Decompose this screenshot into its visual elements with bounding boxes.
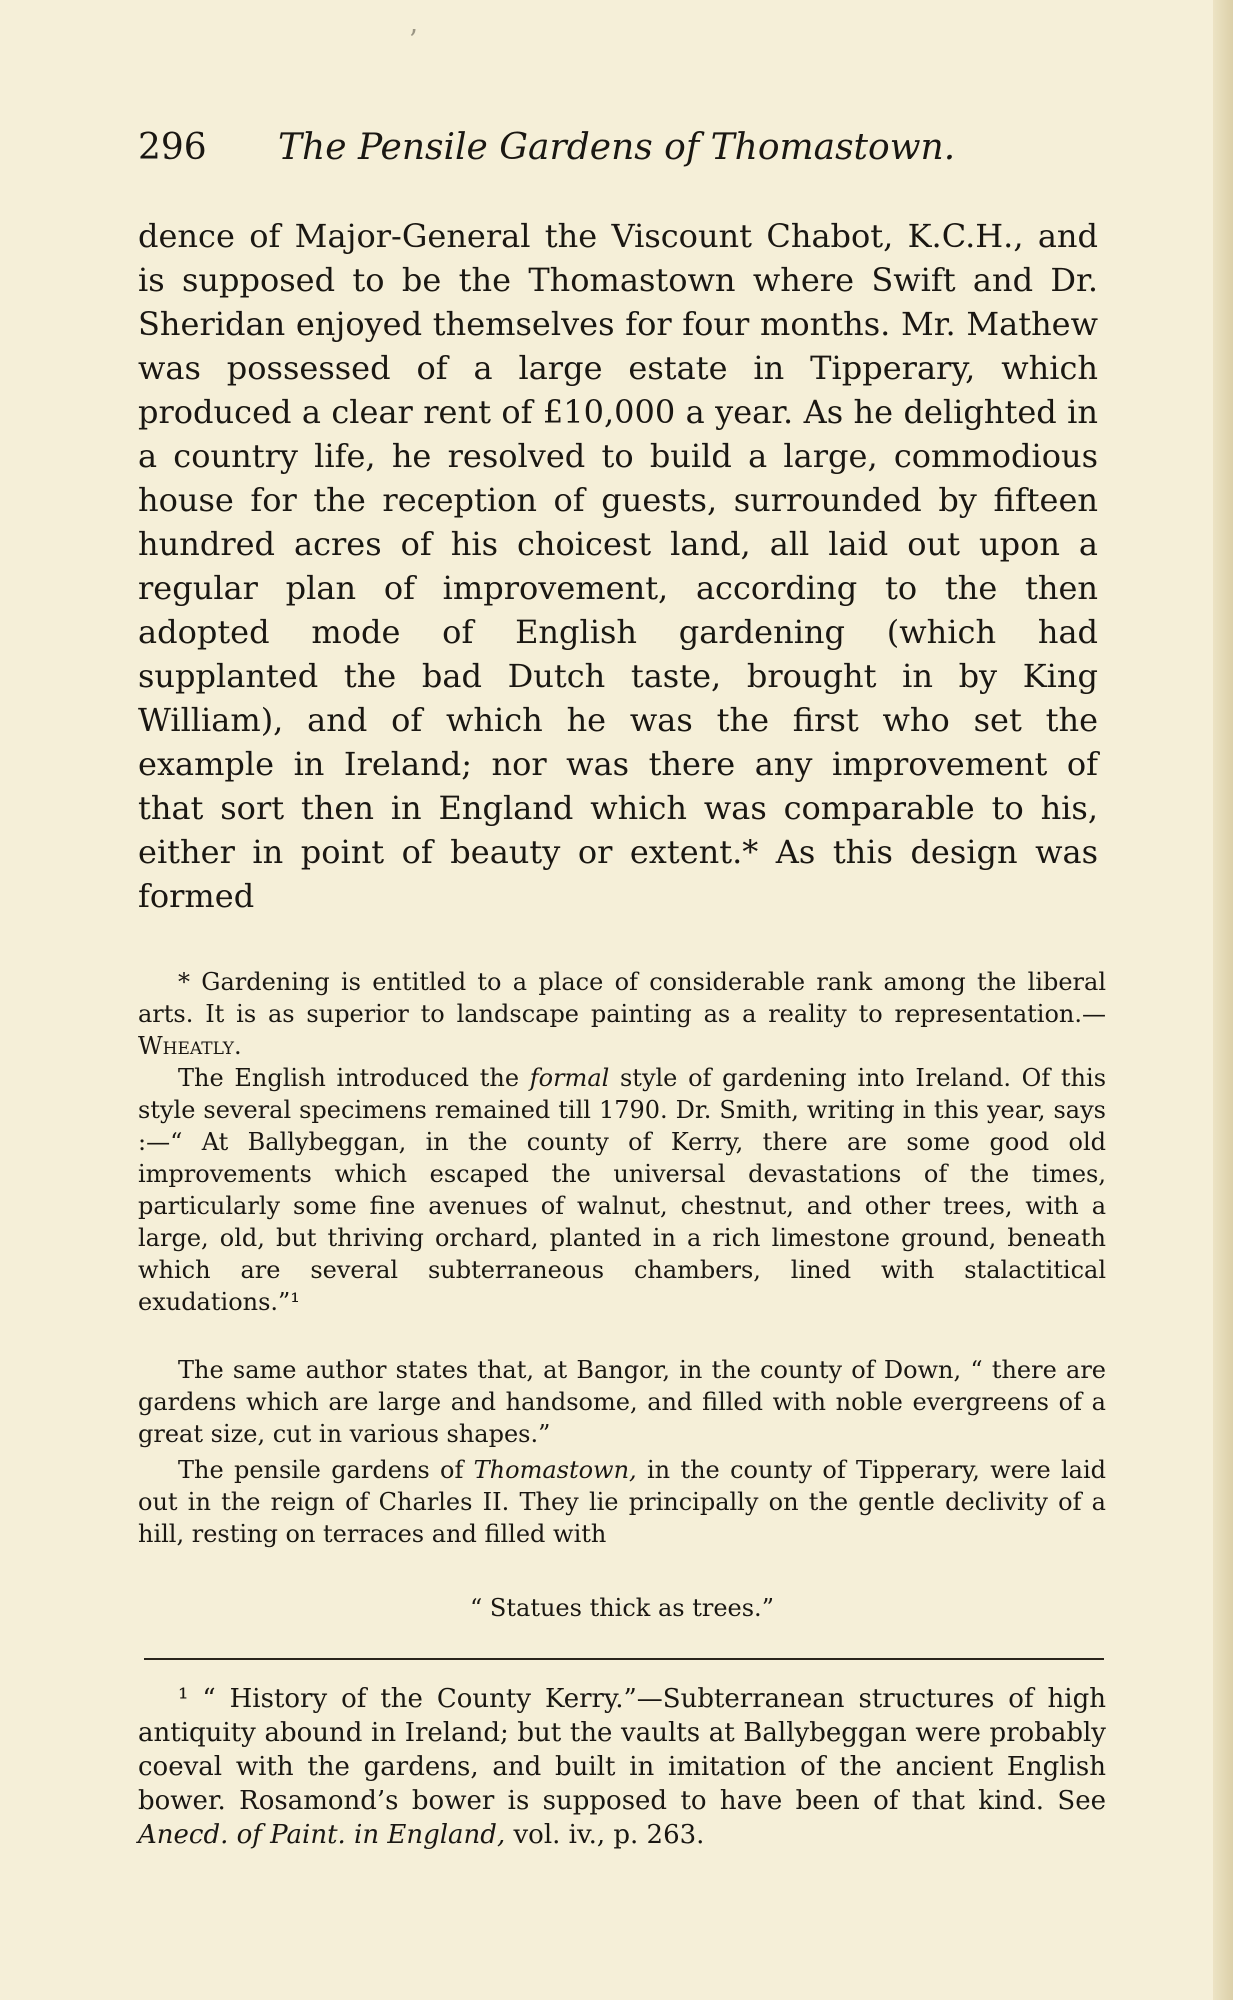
- footnote-pensile-gardens: [138, 1454, 1106, 1550]
- note-kerry-text-b: vol. iv., p. 263.: [505, 1820, 705, 1850]
- footnote-pensile-italic: Thomastown,: [473, 1456, 637, 1484]
- note-kerry-text-a: ¹ “ History of the County Kerry.”—Subterranean structures of high antiquity abound in Ireland; but the vaults at Ballybeggan were probably coeval with the gardens, and built in imitation of the ancient English bower. Rosamond’s bower is supposed to have been of that kind. See: [138, 1684, 1106, 1816]
- footnote-wheatly-author: Wheatly.: [138, 1032, 242, 1060]
- running-title: The Pensile Gardens of Thomastown.: [278, 127, 956, 168]
- footnote-pensile-text-a: The pensile gardens of: [178, 1456, 474, 1484]
- footnote-formal-text-a: The English introduced the: [178, 1064, 530, 1092]
- footnote-formal-style: [138, 1062, 1106, 1318]
- footnote-formal-text-b: style of gardening into Ireland. Of this style several specimens remained till 1790. Dr. Smith, writing in this year, says :—“ At Ballybeggan, in the county of Kerry, there are some good old improvements which escaped the universal devastations of the times, particularly some fine avenues of walnut, chestnut, and other trees, with a large, old, but thriving orchard, planted in a rich limestone ground, beneath which are several subterraneous chambers, lined with stalactitical exudations.”¹: [138, 1064, 1107, 1316]
- footnote-formal-italic: formal: [529, 1064, 610, 1092]
- main-paragraph: dence of Major-General the Viscount Chabot, K.C.H., and is supposed to be the Thomastown where Swift and Dr. Sheridan enjoyed themselves for four months. Mr. Mathew was possessed of a large estate in Tipperary, which produced a clear rent of £10,000 a year. As he delighted in a country life, he resolved to build a large, commodious house for the reception of guests, surrounded by fifteen hundred acres of his choicest land, all laid out upon a regular plan of improvement, according to the then adopted mode of English gardening (which had supplanted the bad Dutch taste, brought in by King William), and of which he was the first who set the example in Ireland; nor was there any improvement of that sort then in England which was comparable to his, either in point of beauty or extent.* As this design was formed: [138, 217, 1098, 915]
- page-edge-shadow: [1213, 0, 1233, 2000]
- page-number: 296: [138, 127, 207, 168]
- footnote-bangor: The same author states that, at Bangor, in the county of Down, “ there are gardens which are large and handsome, and filled with noble evergreens of a great size, cut in various shapes.”: [138, 1356, 1106, 1448]
- note-kerry-italic: Anecd. of Paint. in England,: [138, 1820, 506, 1850]
- footnote-wheatly: [138, 966, 1106, 1062]
- footnote-pensile-text-b: in the county of Tipperary, were laid out in the reign of Charles II. They lie principally on the gentle declivity of a hill, resting on terraces and filled with: [138, 1456, 1106, 1548]
- running-header: [138, 118, 1098, 178]
- ink-speck: ʼ: [408, 24, 417, 57]
- footnote-wheatly-text: * Gardening is entitled to a place of considerable rank among the liberal arts. It is as superior to landscape painting as a reality to representation.—: [138, 968, 1106, 1028]
- footnote-rule: [144, 1658, 1104, 1660]
- note-kerry: [138, 1682, 1106, 1852]
- verse-quote: “ Statues thick as trees.”: [470, 1594, 774, 1622]
